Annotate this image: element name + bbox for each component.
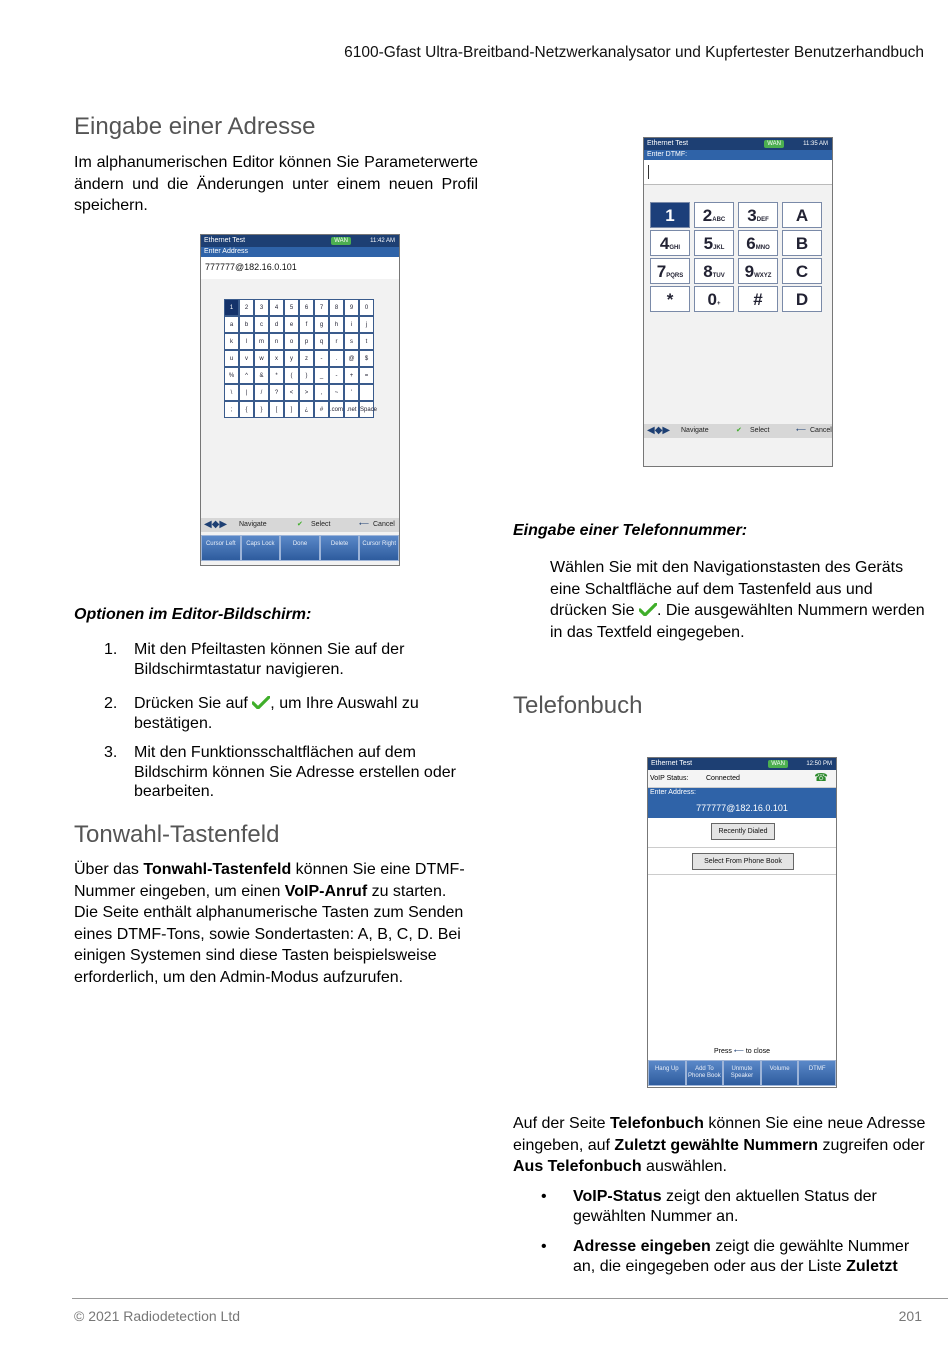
keyboard-key[interactable] [359,384,374,401]
dtmf-key[interactable]: 2ABC [694,202,734,228]
address-editor-screenshot [200,234,400,566]
close-hint: Press ⟵ to close [714,1048,770,1055]
keyboard-key[interactable]: p [299,333,314,350]
keyboard-key[interactable]: \ [224,384,239,401]
heading-dtmf: Tonwahl-Tastenfeld [74,821,280,848]
bullet-item: • VoIP-Status zeigt den aktuellen Status der gewählten Nummer an. [541,1188,877,1225]
keyboard-key[interactable]: ? [269,384,284,401]
function-keys [201,535,399,561]
select-label: Select [750,427,770,434]
keyboard-key[interactable]: b [239,316,254,333]
keyboard-key[interactable]: % [224,367,239,384]
dtmf-key[interactable]: 8TUV [694,258,734,284]
keyboard-key[interactable]: ( [284,367,299,384]
checkmark-icon [639,603,657,616]
keyboard-key[interactable]: 4 [269,299,284,316]
keyboard-key[interactable]: d [269,316,284,333]
bullet-item: • Adresse eingeben zeigt die gewählte Nummer an, die eingegeben oder aus der Liste Zuletzt [541,1238,910,1275]
copyright: © 2021 Radiodetection Ltd [74,1308,240,1324]
keyboard-key[interactable]: , [314,384,329,401]
function-keys [648,1060,836,1086]
keyboard-key[interactable]: > [299,384,314,401]
back-arrow-icon: ⟵ [733,1048,744,1055]
keyboard-key[interactable]: k [224,333,239,350]
function-key[interactable]: Done [280,535,320,561]
keyboard-key[interactable]: h [329,316,344,333]
keyboard-key[interactable]: o [284,333,299,350]
function-key[interactable]: Volume [761,1060,799,1086]
cancel-label: Cancel [810,427,832,434]
list-text: , um Ihre Auswahl zu bestätigen. [134,695,419,732]
keyboard-key[interactable]: . [329,350,344,367]
heading-phonebook: Telefonbuch [513,692,643,719]
keyboard-key[interactable]: 6 [299,299,314,316]
back-arrow-icon: ⟵ [359,521,370,528]
status-bar [648,758,836,770]
nav-label: Navigate [239,521,267,528]
keyboard-key[interactable]: ; [224,401,239,418]
function-key[interactable]: DTMF [798,1060,836,1086]
keyboard-key[interactable]: - [329,367,344,384]
running-header: 6100-Gfast Ultra-Breitband-Netzwerkanalysator und Kupfertester Benutzerhandbuch [344,44,924,61]
function-key[interactable]: Unmute Speaker [723,1060,761,1086]
keyboard-key[interactable]: w [254,350,269,367]
clock: 11:42 AM [370,238,395,244]
dtmf-key[interactable]: 9WXYZ [738,258,778,284]
list-text: Drücken Sie auf [134,695,248,712]
function-key[interactable]: Add To Phone Book [686,1060,724,1086]
address-value: 777777@182.16.0.101 [696,803,788,813]
function-key[interactable]: Delete [320,535,360,561]
page-number: 201 [898,1308,922,1324]
app-title: Ethernet Test [647,140,689,147]
arrows-icon: ◀◆▶ [204,519,228,530]
keyboard-key[interactable]: c [254,316,269,333]
select-phonebook-button[interactable]: Select From Phone Book [692,853,794,870]
options-heading: Optionen im Editor-Bildschirm: [74,606,312,623]
dtmf-key[interactable]: 7PQRS [650,258,690,284]
keyboard-key[interactable]: y [284,350,299,367]
cancel-label: Cancel [373,521,395,528]
select-label: Select [311,521,331,528]
dtmf-key[interactable]: * [650,286,690,312]
wan-badge: WAN [768,760,788,768]
function-key[interactable]: Cursor Right [359,535,399,561]
keyboard-key[interactable]: + [344,367,359,384]
paragraph-phone: Wählen Sie mit den Navigationstasten des Geräts eine Schaltfläche auf dem Tastenfeld aus und drücken Sie . Die ausgewählten Nummern werden in das Textfeld eingegeben. [550,559,925,641]
back-arrow-icon: ⟵ [796,427,807,434]
field-label: Enter DTMF: [644,150,832,160]
bullet-dot: • [541,1238,547,1255]
phone-icon: ☎ [814,772,828,784]
app-title: Ethernet Test [204,237,246,244]
clock: 12:50 PM [806,761,832,767]
list-item [104,694,484,734]
keyboard-key[interactable]: v [239,350,254,367]
list-number: 1. [104,641,118,658]
dtmf-key[interactable]: A [782,202,822,228]
keyboard-key[interactable]: < [284,384,299,401]
keyboard-key[interactable]: @ [344,350,359,367]
list-text: Mit den Pfeiltasten können Sie auf der Bildschirmtastatur navigieren. [134,641,405,678]
keyboard-key[interactable]: ^ [239,367,254,384]
keyboard-key[interactable]: [ [269,401,284,418]
keyboard-key[interactable]: .com [329,401,344,418]
keyboard-key[interactable]: ¿ [299,401,314,418]
keyboard-key[interactable]: 3 [254,299,269,316]
text-cursor [648,165,649,179]
address-label: Enter Address: [650,789,696,796]
function-key[interactable]: Hang Up [648,1060,686,1086]
check-icon: ✔ [297,521,303,528]
keyboard-key[interactable]: | [239,384,254,401]
keyboard-key[interactable]: 7 [314,299,329,316]
list-text: Mit den Funktionsschaltflächen auf dem Bildschirm können Sie Adresse erstellen oder bearbeiten. [134,744,456,800]
phone-heading: Eingabe einer Telefonnummer: [513,522,748,539]
soft-nav-bar [644,424,832,438]
footer-rule [72,1298,948,1299]
address-input[interactable]: 777777@182.16.0.101 [201,257,399,279]
dtmf-keypad [650,202,830,317]
keyboard-key[interactable]: / [254,384,269,401]
keyboard-key[interactable]: # [314,401,329,418]
keyboard-key[interactable]: s [344,333,359,350]
status-bar [201,235,399,247]
paragraph-dtmf: Über das Tonwahl-Tastenfeld können Sie eine DTMF-Nummer eingeben, um einen VoIP-Anruf zu starten. Die Seite enthält alphanumerische Tasten zum Senden eines DTMF-Tons, sowie Sondertasten: A, B, C, D. Bei einigen Systemen sind diese Tasten beispielsweise erforderlich, um den Admin-Modus aufzurufen. [74,861,465,986]
keyboard-key[interactable]: .net [344,401,359,418]
phonebook-screenshot [647,757,837,1088]
dtmf-key[interactable]: D [782,286,822,312]
dtmf-key[interactable]: 0+ [694,286,734,312]
app-title: Ethernet Test [651,760,693,767]
keyboard-key[interactable]: a [224,316,239,333]
wan-badge: WAN [764,140,784,148]
dtmf-key[interactable]: # [738,286,778,312]
dtmf-key[interactable]: 6MNO [738,230,778,256]
keyboard-key[interactable]: i [344,316,359,333]
dtmf-input[interactable] [644,160,832,185]
voip-status-value: Connected [706,775,740,782]
voip-status-row [648,770,836,788]
keyboard-key[interactable]: j [359,316,374,333]
keyboard-key[interactable]: t [359,333,374,350]
keyboard-key[interactable]: n [269,333,284,350]
nav-label: Navigate [681,427,709,434]
bullet-dot: • [541,1188,547,1205]
keyboard-key[interactable]: e [284,316,299,333]
keyboard-key[interactable]: Space [359,401,374,418]
heading-address: Eingabe einer Adresse [74,113,316,140]
keyboard-key[interactable]: x [269,350,284,367]
status-bar [644,138,832,150]
soft-nav-bar [201,518,399,532]
keyboard-key[interactable]: & [254,367,269,384]
keyboard-key[interactable]: 5 [284,299,299,316]
keyboard-key[interactable]: { [239,401,254,418]
keyboard-key[interactable]: - [314,350,329,367]
function-key[interactable]: Cursor Left [201,535,241,561]
keyboard-key[interactable]: q [314,333,329,350]
keyboard-key[interactable]: _ [314,367,329,384]
keyboard-key[interactable]: f [299,316,314,333]
list-number: 3. [104,744,118,761]
onscreen-keyboard [224,299,378,419]
keyboard-key[interactable]: 0 [359,299,374,316]
list-item [104,640,484,680]
keyboard-key[interactable]: ] [284,401,299,418]
keyboard-key[interactable]: 1 [224,299,239,316]
checkmark-icon [252,696,270,709]
dtmf-key[interactable]: 4GHI [650,230,690,256]
keyboard-key[interactable]: r [329,333,344,350]
dtmf-key[interactable]: 5JKL [694,230,734,256]
wan-badge: WAN [331,237,351,245]
voip-status-label: VoIP Status: [650,775,689,782]
list-item [104,743,484,803]
check-icon: ✔ [736,427,742,434]
paragraph-phonebook: Auf der Seite Telefonbuch können Sie eine neue Adresse eingeben, auf Zuletzt gewählte Nummern zugreifen oder Aus Telefonbuch auswählen. [513,1115,926,1175]
keyboard-key[interactable]: l [239,333,254,350]
keyboard-key[interactable]: ' [344,384,359,401]
keyboard-key[interactable]: ~ [329,384,344,401]
dtmf-key[interactable]: C [782,258,822,284]
recently-dialed-button[interactable]: Recently Dialed [711,823,775,840]
keyboard-key[interactable]: = [359,367,374,384]
dtmf-key[interactable]: B [782,230,822,256]
keyboard-key[interactable]: 8 [329,299,344,316]
list-number: 2. [104,695,118,712]
dtmf-key[interactable]: 3DEF [738,202,778,228]
dtmf-key[interactable]: 1 [650,202,690,228]
paragraph-address: Im alphanumerischen Editor können Sie Parameterwerte ändern und die Änderungen unter einem neuen Profil speichern. [74,154,478,214]
clock: 11:35 AM [803,141,828,147]
field-label: Enter Address [201,247,399,257]
keyboard-key[interactable]: z [299,350,314,367]
function-key[interactable]: Caps Lock [241,535,281,561]
keyboard-key[interactable]: m [254,333,269,350]
keyboard-key[interactable]: * [269,367,284,384]
keyboard-key[interactable]: u [224,350,239,367]
dtmf-keypad-screenshot [643,137,833,467]
arrows-icon: ◀◆▶ [647,425,671,436]
keyboard-key[interactable]: $ [359,350,374,367]
keyboard-key[interactable]: ) [299,367,314,384]
keyboard-key[interactable]: } [254,401,269,418]
keyboard-key[interactable]: g [314,316,329,333]
keyboard-key[interactable]: 2 [239,299,254,316]
address-panel [648,788,836,818]
keyboard-key[interactable]: 9 [344,299,359,316]
